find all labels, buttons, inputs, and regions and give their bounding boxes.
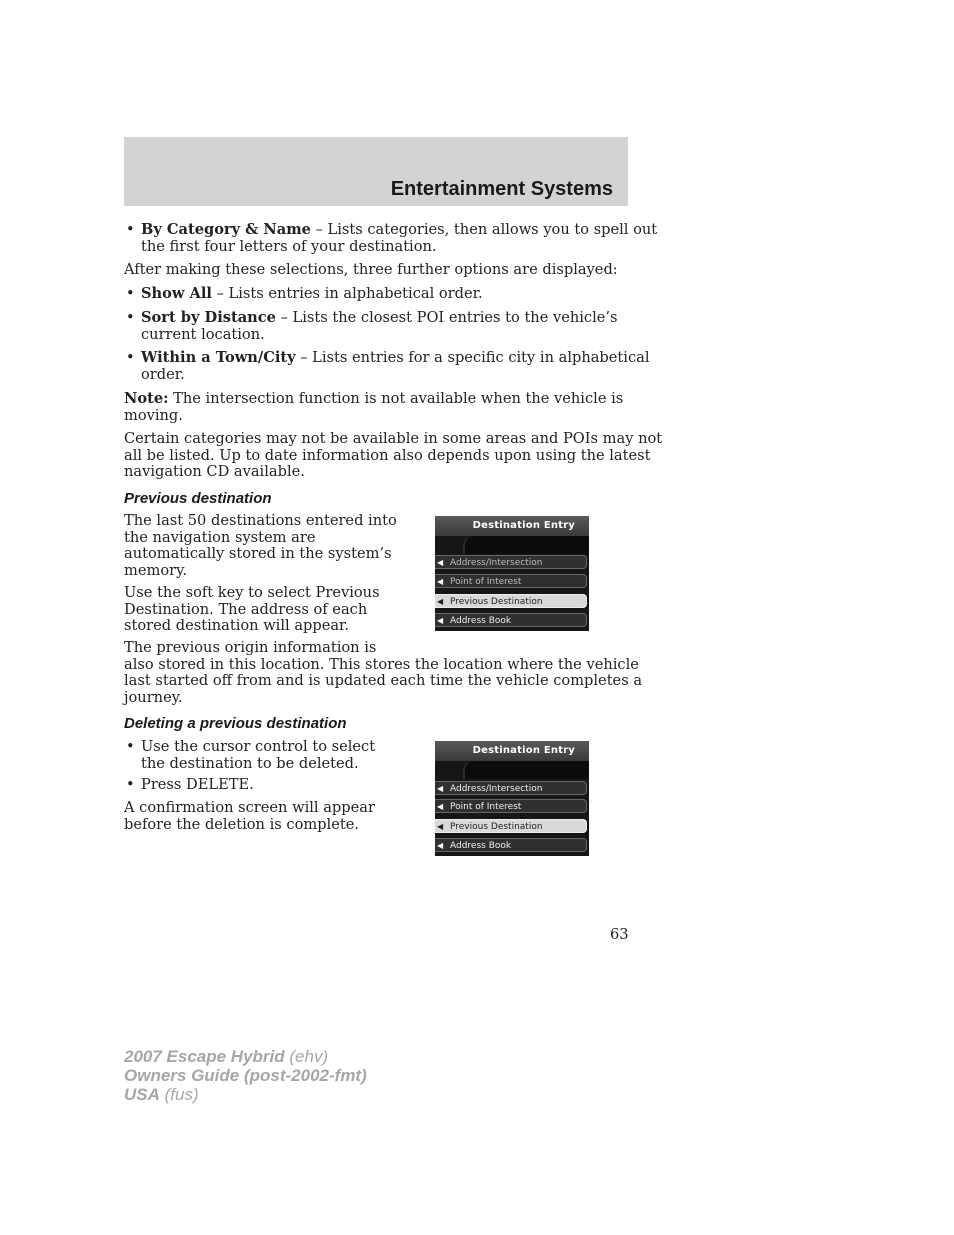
left-arrow-icon: ◀ bbox=[437, 802, 444, 811]
confirmation-para bbox=[124, 800, 375, 833]
menu-item-previous-destination[interactable] bbox=[435, 819, 587, 833]
line: Use the soft key to select Previous bbox=[124, 584, 380, 601]
bullet-dot: • bbox=[126, 776, 135, 793]
bullet-press-delete bbox=[124, 777, 254, 794]
menu-item-address-intersection[interactable] bbox=[435, 555, 587, 569]
note-text: The intersection function is not available when the vehicle is bbox=[168, 390, 624, 407]
menu-item-label: Point of Interest bbox=[450, 577, 522, 587]
line: Use the cursor control to select bbox=[141, 738, 376, 755]
screen-notch bbox=[463, 536, 589, 554]
line: automatically stored in the system’s bbox=[124, 545, 392, 562]
line: A confirmation screen will appear bbox=[124, 799, 375, 816]
bullet-dot: • bbox=[126, 221, 135, 238]
bullet-desc: – Lists categories, then allows you to spell out bbox=[310, 221, 658, 238]
left-arrow-icon: ◀ bbox=[437, 841, 444, 850]
bullet-term: Show All bbox=[141, 285, 212, 302]
menu-item-label: Address/Intersection bbox=[450, 558, 543, 568]
note-para bbox=[124, 391, 623, 424]
footer-market: USA bbox=[124, 1085, 160, 1104]
menu-item-address-intersection[interactable] bbox=[435, 781, 587, 795]
line: Destination. The address of each bbox=[124, 600, 368, 618]
left-arrow-icon: ◀ bbox=[437, 822, 444, 831]
screen-title: Destination Entry bbox=[472, 745, 575, 756]
left-arrow-icon: ◀ bbox=[437, 616, 444, 625]
bullet-desc: – Lists entries for a specific city in alphabetical bbox=[295, 349, 650, 366]
page-number: 63 bbox=[610, 926, 629, 943]
left-arrow-icon: ◀ bbox=[437, 597, 444, 606]
bullet-dot: • bbox=[126, 285, 135, 302]
left-arrow-icon: ◀ bbox=[437, 558, 444, 567]
line: navigation CD available. bbox=[124, 463, 305, 480]
bullet-dot: • bbox=[126, 309, 135, 326]
bullet-desc-cont: current location. bbox=[141, 325, 265, 343]
line: before the deletion is complete. bbox=[124, 815, 359, 833]
menu-item-label: Address Book bbox=[450, 841, 512, 851]
note-text-cont: moving. bbox=[124, 406, 183, 424]
bullet-desc-cont: order. bbox=[141, 365, 185, 383]
section-header bbox=[124, 137, 628, 206]
bullet-term: Sort by Distance bbox=[141, 309, 276, 326]
menu-item-address-book[interactable] bbox=[435, 613, 587, 627]
line: Certain categories may not be available in some areas and POIs may not bbox=[124, 430, 663, 447]
left-arrow-icon: ◀ bbox=[437, 577, 444, 586]
categories-para bbox=[124, 431, 662, 481]
line: The last 50 destinations entered into bbox=[124, 512, 397, 529]
menu-item-label: Previous Destination bbox=[450, 822, 543, 832]
line: stored destination will appear. bbox=[124, 617, 350, 634]
bullet-term: Within a Town/City bbox=[141, 349, 296, 366]
footer-market-code: (fus) bbox=[159, 1085, 199, 1104]
line: journey. bbox=[124, 688, 183, 706]
screen-notch bbox=[463, 761, 589, 779]
line: also stored in this location. This stores the location where the vehicle bbox=[124, 655, 639, 673]
bullet-by-category-name bbox=[124, 222, 657, 255]
previous-destination-para-3 bbox=[124, 640, 642, 706]
menu-item-label: Address/Intersection bbox=[450, 784, 543, 794]
menu-item-label: Address Book bbox=[450, 616, 512, 626]
left-arrow-icon: ◀ bbox=[437, 784, 444, 793]
bullet-desc-cont: the first four letters of your destination. bbox=[141, 237, 437, 255]
line: The previous origin information is bbox=[124, 639, 377, 656]
bullet-use-cursor bbox=[124, 739, 375, 772]
bullet-term: By Category & Name bbox=[141, 221, 311, 238]
destination-entry-screen bbox=[435, 741, 589, 856]
footer-model-code: (ehv) bbox=[284, 1047, 329, 1066]
note-label: Note: bbox=[124, 390, 169, 407]
previous-destination-para-2 bbox=[124, 585, 380, 635]
bullet-dot: • bbox=[126, 349, 135, 366]
bullet-within-town-city bbox=[124, 350, 650, 383]
line: the navigation system are bbox=[124, 528, 316, 546]
menu-item-label: Point of Interest bbox=[450, 802, 522, 812]
menu-item-address-book[interactable] bbox=[435, 838, 587, 852]
bullet-dot: • bbox=[126, 738, 135, 755]
line: Press DELETE. bbox=[141, 776, 254, 793]
screen-title-bar bbox=[435, 741, 589, 761]
screen-title-bar bbox=[435, 516, 589, 536]
footer-guide: Owners Guide (post-2002-fmt) bbox=[124, 1066, 367, 1085]
menu-item-label: Previous Destination bbox=[450, 597, 543, 607]
bullet-desc: – Lists the closest POI entries to the vehicle’s bbox=[275, 309, 618, 326]
menu-item-previous-destination[interactable] bbox=[435, 594, 587, 608]
footer-model: 2007 Escape Hybrid bbox=[124, 1047, 285, 1066]
section-title: Entertainment Systems bbox=[390, 178, 613, 200]
menu-item-point-of-interest[interactable] bbox=[435, 574, 587, 588]
destination-entry-screen bbox=[435, 516, 589, 631]
bullet-sort-by-distance bbox=[124, 310, 618, 343]
previous-destination-para-1 bbox=[124, 513, 397, 579]
deleting-heading: Deleting a previous destination bbox=[124, 715, 347, 732]
line: the destination to be deleted. bbox=[141, 754, 359, 772]
line: last started off from and is updated each time the vehicle completes a bbox=[124, 672, 643, 689]
bullet-desc: – Lists entries in alphabetical order. bbox=[211, 285, 483, 302]
footer bbox=[124, 1047, 367, 1104]
after-selections-para: After making these selections, three further options are displayed: bbox=[124, 261, 618, 278]
previous-destination-heading: Previous destination bbox=[124, 490, 272, 507]
line: memory. bbox=[124, 561, 188, 579]
bullet-show-all bbox=[124, 286, 483, 303]
line: all be listed. Up to date information also depends upon using the latest bbox=[124, 446, 651, 464]
screen-title: Destination Entry bbox=[472, 520, 575, 531]
menu-item-point-of-interest[interactable] bbox=[435, 799, 587, 813]
